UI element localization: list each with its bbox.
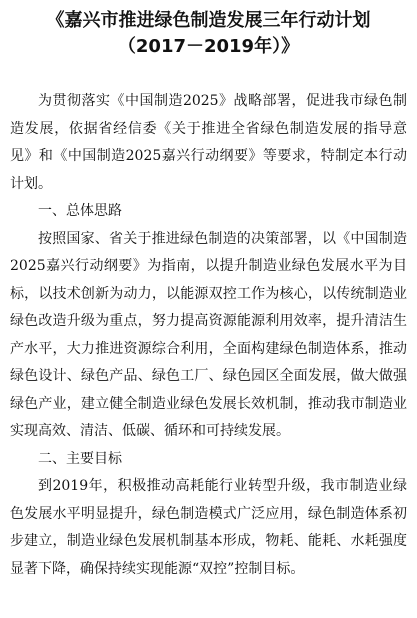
document-title-line-2: （2017－2019年）》 <box>117 36 300 57</box>
section-paragraph-overall-approach: 按照国家、省关于推进绿色制造的决策部署，以《中国制造2025嘉兴行动纲要》为指南，以提升制造业绿色发展水平为目标，以技术创新为动力，以能源双控工作为核心，以传统制造业绿色改造升级为重点，努力提高资源能源利用效率，提升清洁生产水平，大力推进资源综合利用，全面构建绿色制造体系，推动绿色设计、绿色产品、绿色工厂、绿色园区全面发展，做大做强绿色产业，建立健全制造业绿色发展长效机制，推动我市制造业实现高效、清洁、低碳、循环和可持续发展。 <box>10 230 407 439</box>
document-body <box>10 88 407 583</box>
section-heading-overall-approach: 一、总体思路 <box>38 203 122 219</box>
section-heading-main-goals: 二、主要目标 <box>38 450 122 467</box>
document-title-line-1: 《嘉兴市推进绿色制造发展三年行动计划 <box>46 10 371 31</box>
section-paragraph-main-goals: 到2019年，积极推动高耗能行业转型升级，我市制造业绿色发展水平明显提升，绿色制造模式广泛应用，绿色制造体系初步建立，制造业绿色发展机制基本形成，物耗、能耗、水耗强度显著下降，确保持续实现能源“双控”控制目标。 <box>10 478 407 577</box>
intro-paragraph: 为贯彻落实《中国制造2025》战略部署，促进我市绿色制造发展，依据省经信委《关于推进全省绿色制造发展的指导意见》和《中国制造2025嘉兴行动纲要》等要求，特制定本行动计划。 <box>10 93 407 192</box>
document-title <box>10 8 407 60</box>
